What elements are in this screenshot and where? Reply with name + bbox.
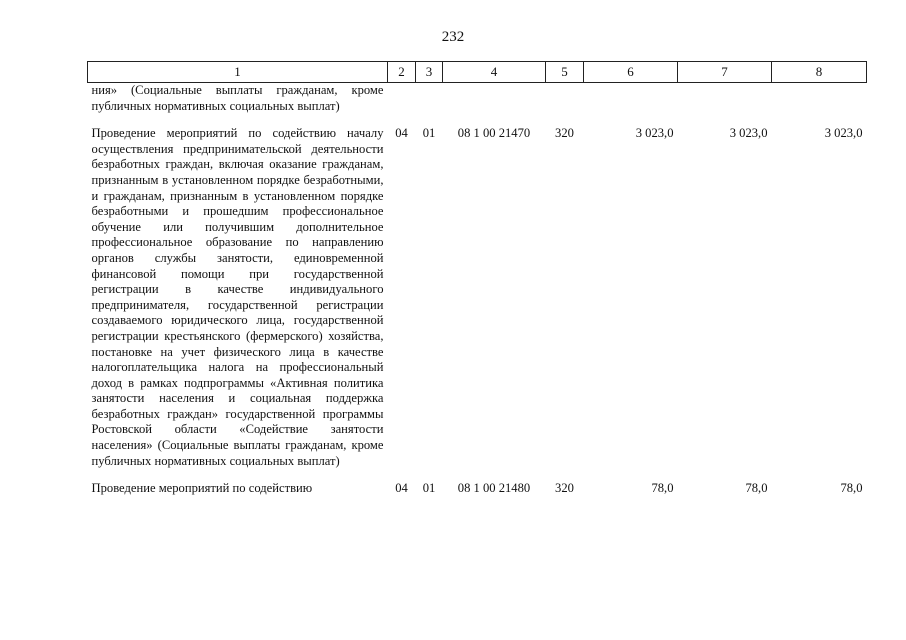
table-row <box>88 126 867 469</box>
row-subsection: 01 <box>422 126 436 141</box>
row-spacer <box>88 114 867 126</box>
row-amount-2: 3 023,0 <box>729 126 768 141</box>
row-target-code: 08 1 00 21470 <box>457 126 531 141</box>
row-expense-type: 320 <box>555 126 574 141</box>
table-row <box>88 481 867 497</box>
budget-table <box>87 61 867 497</box>
row-section <box>388 83 416 115</box>
header-col-5: 5 <box>546 62 584 83</box>
row-amount-3 <box>772 83 867 115</box>
row-amount-1 <box>584 83 678 115</box>
header-row <box>88 62 867 83</box>
page-number: 232 <box>441 29 465 45</box>
header-col-6: 6 <box>584 62 678 83</box>
row-section: 04 <box>395 481 408 496</box>
row-description: ния» (Социальные выплаты гражданам, кроме публичных нормативных социальных выплат) <box>91 83 384 113</box>
table-header <box>88 62 867 83</box>
row-description: Проведение мероприятий по содействию началу осуществления предпринимательской деятельности безработных граждан, включая оказание гражданам, признанным в установленном порядке безработными, и гражданам, признанным в установленном порядке безработными и прошедшим профессиональное обучение или получившим дополнительное профессиональное образование по направлению органов службы занятости, единовременной финансовой помощи при государственной регистрации в качестве индивидуального предпринимателя, государственной регистрации создаваемого юридического лица, государственной регистрации крестьянского (фермерского) хозяйства, постановке на учет физического лица в качестве налогоплательщика налога на профессиональный доход в рамках подпрограммы «Активная политика занятости населения и социальная поддержка безработных граждан» государственной программы Ростовской области «Содействие занятости населения» (Социальные выплаты гражданам, кроме публичных нормативных социальных выплат) <box>91 126 384 468</box>
row-amount-1: 78,0 <box>651 481 674 496</box>
row-amount-2: 78,0 <box>745 481 768 496</box>
row-amount-3: 78,0 <box>840 481 863 496</box>
header-col-2: 2 <box>388 62 416 83</box>
row-amount-1: 3 023,0 <box>635 126 674 141</box>
table-row <box>88 83 867 115</box>
row-subsection: 01 <box>422 481 436 496</box>
header-col-7: 7 <box>678 62 772 83</box>
row-target-code <box>443 83 546 115</box>
row-amount-2 <box>678 83 772 115</box>
row-amount-3: 3 023,0 <box>824 126 863 141</box>
table-body <box>88 83 867 497</box>
row-section: 04 <box>395 126 408 141</box>
row-spacer <box>88 469 867 481</box>
row-description: Проведение мероприятий по содействию <box>91 481 313 496</box>
row-target-code: 08 1 00 21480 <box>457 481 531 496</box>
row-expense-type <box>546 83 584 115</box>
header-col-8: 8 <box>772 62 867 83</box>
row-subsection <box>416 83 443 115</box>
row-expense-type: 320 <box>555 481 574 496</box>
header-col-3: 3 <box>416 62 443 83</box>
header-col-4: 4 <box>443 62 546 83</box>
header-col-1: 1 <box>88 62 388 83</box>
